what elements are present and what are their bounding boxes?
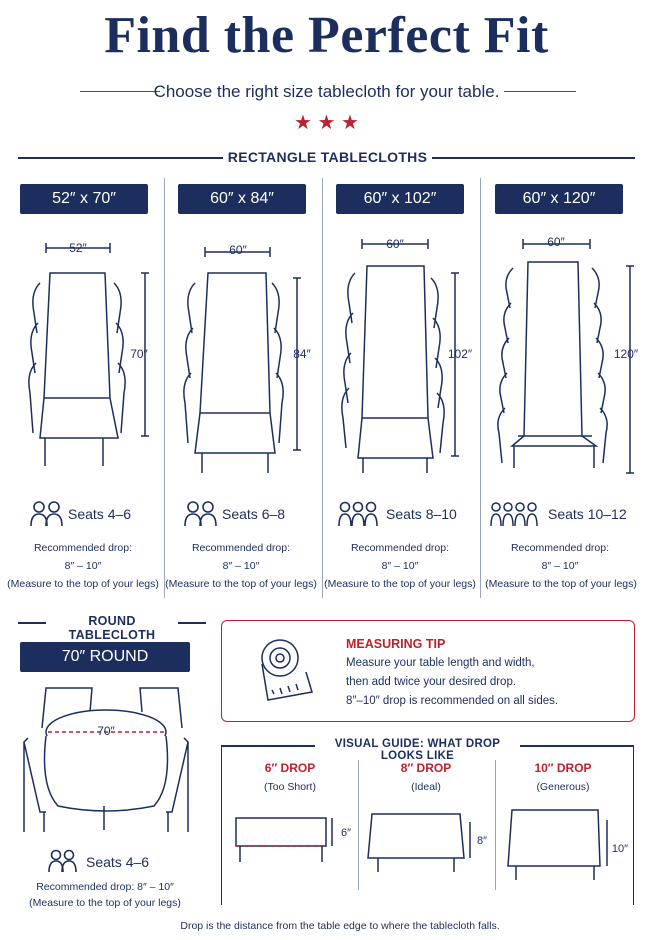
seats-label: Seats 10–12 (548, 506, 627, 522)
people-icon (490, 500, 544, 528)
drop-measure-label: 6″ (340, 827, 352, 839)
recommended-drop-label: Recommended drop: (510, 542, 610, 554)
table-illustration-52x70 (29, 241, 149, 466)
size-label-70-round: 70″ ROUND (20, 642, 190, 672)
people-icon (184, 500, 218, 528)
drop-range: 8″ – 10″ (64, 560, 102, 572)
section-rule-left (18, 157, 223, 159)
round-recommended-drop: Recommended drop: 8″ – 10″ (36, 881, 174, 893)
measuring-tip-line: 8″–10″ drop is recommended on all sides. (346, 695, 559, 707)
drop-label-8: 8″ DROP (400, 761, 452, 775)
seats-label: Seats 8–10 (386, 506, 457, 522)
recommended-drop-label: Recommended drop: (350, 542, 450, 554)
drop-illustrations (222, 800, 632, 900)
recommended-drop-label: Recommended drop: (191, 542, 291, 554)
drop-desc: (Generous) (536, 781, 590, 793)
drop-range: 8″ – 10″ (222, 560, 260, 572)
measure-note: (Measure to the top of your legs) (324, 578, 476, 590)
measuring-tip-line: Measure your table length and width, (346, 657, 535, 669)
measuring-tip-title: MEASURING TIP (346, 637, 446, 651)
drop-illustration-8 (368, 814, 487, 872)
rectangle-section-title: RECTANGLE TABLECLOTHS (227, 149, 428, 165)
round-section-title: ROUND TABLECLOTH (68, 614, 156, 642)
guide-frame-right (633, 745, 634, 905)
guide-footnote: Drop is the distance from the table edge to where the tablecloth falls. (180, 920, 500, 932)
diameter-label: 70″ (97, 724, 115, 738)
drop-illustration-10 (508, 810, 628, 880)
drop-label-10: 10″ DROP (534, 761, 592, 775)
tape-measure-icon (258, 634, 318, 704)
section-rule-right (432, 157, 635, 159)
length-label: 84″ (293, 347, 311, 361)
size-label-60x102: 60″ x 102″ (336, 184, 464, 214)
rectangle-table-illustrations (0, 228, 653, 478)
length-label: 102″ (447, 347, 473, 361)
size-label-60x84: 60″ x 84″ (178, 184, 306, 214)
recommended-drop-label: Recommended drop: (33, 542, 133, 554)
drop-desc: (Too Short) (264, 781, 316, 793)
drop-range: 8″ – 10″ (381, 560, 419, 572)
measuring-tip-line: then add twice your desired drop. (346, 676, 517, 688)
size-label-52x70: 52″ x 70″ (20, 184, 148, 214)
drop-measure-label: 10″ (611, 843, 629, 855)
drop-range: 8″ – 10″ (541, 560, 579, 572)
page-title: Find the Perfect Fit (104, 7, 549, 64)
table-illustration-60x102 (342, 237, 473, 473)
table-illustration-60x84 (184, 243, 312, 473)
measure-note: (Measure to the top of your legs) (29, 897, 181, 909)
width-label: 60″ (386, 237, 404, 251)
section-rule-left (221, 745, 315, 747)
section-rule-right (178, 622, 206, 624)
section-rule-right (520, 745, 633, 747)
drop-label-6: 6″ DROP (264, 761, 316, 775)
people-icon (48, 848, 78, 874)
seats-label: Seats 6–8 (222, 506, 286, 522)
drop-illustration-6 (236, 818, 351, 862)
stars-decoration: ★ ★ ★ (294, 112, 359, 134)
seats-label: Seats 4–6 (68, 506, 132, 522)
width-label: 52″ (69, 241, 87, 255)
measure-note: (Measure to the top of your legs) (485, 578, 637, 590)
people-icon (30, 500, 64, 528)
size-label-60x120: 60″ x 120″ (495, 184, 623, 214)
round-table-illustration (20, 680, 200, 840)
people-icon (338, 500, 380, 528)
drop-desc: (Ideal) (411, 781, 441, 793)
visual-guide-title: VISUAL GUIDE: WHAT DROP LOOKS LIKE (334, 738, 501, 762)
drop-measure-label: 8″ (476, 835, 488, 847)
length-label: 70″ (130, 347, 148, 361)
length-label: 120″ (613, 347, 639, 361)
page-subtitle: Choose the right size tablecloth for your table. (153, 82, 500, 101)
measure-note: (Measure to the top of your legs) (165, 578, 317, 590)
measure-note: (Measure to the top of your legs) (7, 578, 159, 590)
width-label: 60″ (547, 235, 565, 249)
table-illustration-60x120 (498, 235, 639, 473)
seats-label: Seats 4–6 (86, 854, 150, 870)
section-rule-left (18, 622, 46, 624)
width-label: 60″ (229, 243, 247, 257)
